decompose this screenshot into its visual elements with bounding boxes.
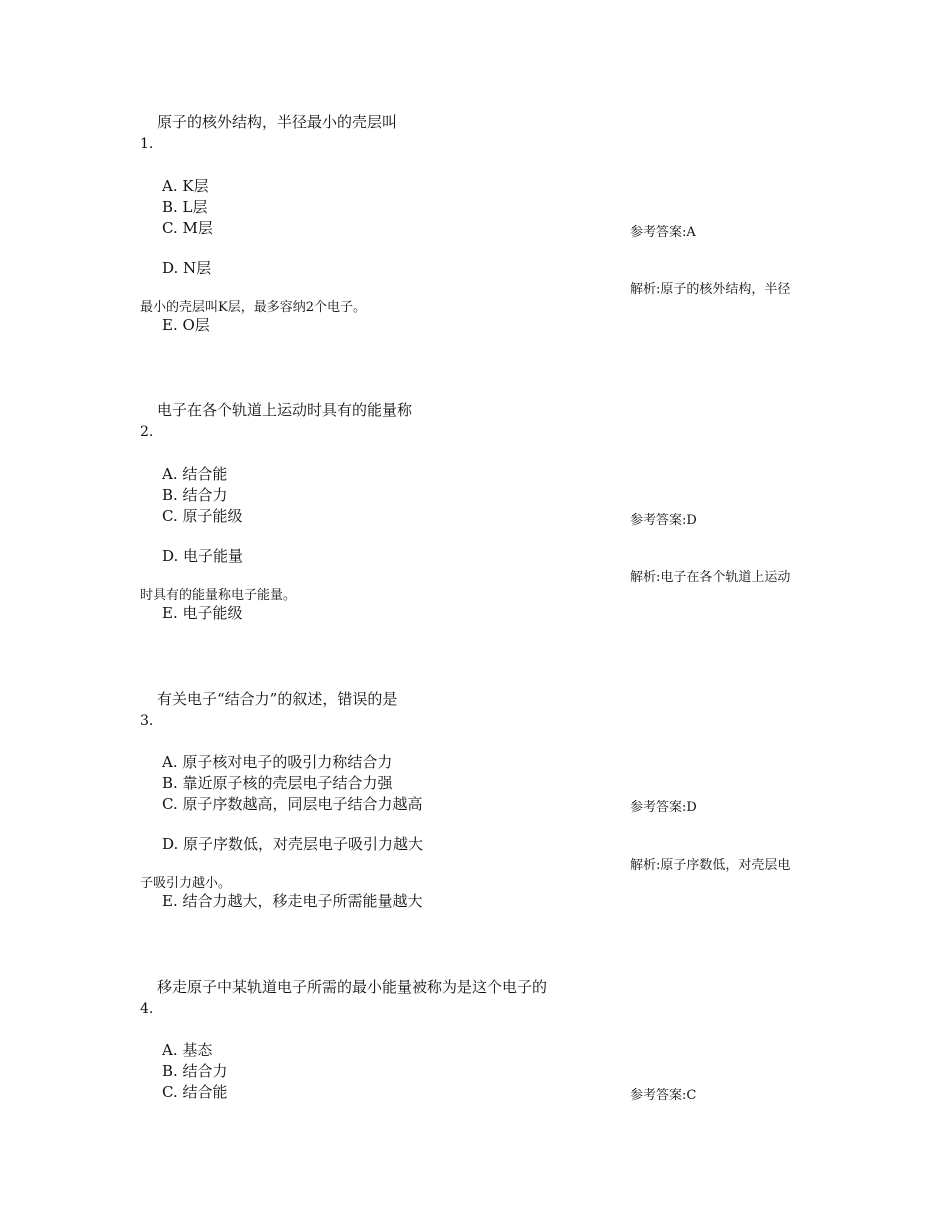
option-b: B. 结合力 (162, 486, 228, 504)
option-c: C. M层 (162, 219, 213, 237)
explanation-continued: 子吸引力越小。 (140, 876, 232, 891)
reference-answer: 参考答案:C (630, 1088, 697, 1103)
option-b: B. L层 (162, 198, 208, 216)
option-b: B. 结合力 (162, 1062, 228, 1080)
question-text: 移走原子中某轨道电子所需的最小能量被称为是这个电子的 (157, 978, 548, 996)
explanation-continued: 最小的壳层叫K层，最多容纳2个电子。 (140, 300, 366, 315)
question-number: 4. (140, 1001, 154, 1017)
option-d: D. N层 (162, 259, 212, 277)
option-d: D. 电子能量 (162, 547, 244, 565)
option-e: E. 电子能级 (162, 604, 243, 622)
option-e: E. O层 (162, 316, 210, 334)
option-c: C. 原子能级 (162, 507, 243, 525)
reference-answer: 参考答案:D (630, 800, 697, 815)
option-a: A. 结合能 (162, 465, 228, 483)
question-number: 2. (140, 424, 154, 440)
option-c: C. 原子序数越高，同层电子结合力越高 (162, 795, 423, 813)
reference-answer: 参考答案:D (630, 513, 697, 528)
explanation-continued: 时具有的能量称电子能量。 (140, 588, 297, 603)
option-b: B. 靠近原子核的壳层电子结合力强 (162, 774, 393, 792)
question-text: 原子的核外结构，半径最小的壳层叫 (157, 113, 398, 131)
reference-answer: 参考答案:A (630, 225, 696, 240)
question-number: 3. (140, 713, 154, 729)
explanation: 解析:电子在各个轨道上运动 (630, 570, 791, 585)
option-e: E. 结合力越大，移走电子所需能量越大 (162, 892, 423, 910)
option-a: A. 基态 (162, 1041, 213, 1059)
explanation: 解析:原子的核外结构，半径 (630, 282, 791, 297)
question-number: 1. (140, 136, 154, 152)
question-text: 电子在各个轨道上运动时具有的能量称 (157, 401, 413, 419)
option-d: D. 原子序数低，对壳层电子吸引力越大 (162, 835, 424, 853)
option-c: C. 结合能 (162, 1083, 228, 1101)
option-a: A. K层 (162, 177, 209, 195)
explanation: 解析:原子序数低，对壳层电 (630, 858, 791, 873)
question-text: 有关电子“结合力”的叙述，错误的是 (157, 690, 398, 708)
option-a: A. 原子核对电子的吸引力称结合力 (162, 753, 393, 771)
